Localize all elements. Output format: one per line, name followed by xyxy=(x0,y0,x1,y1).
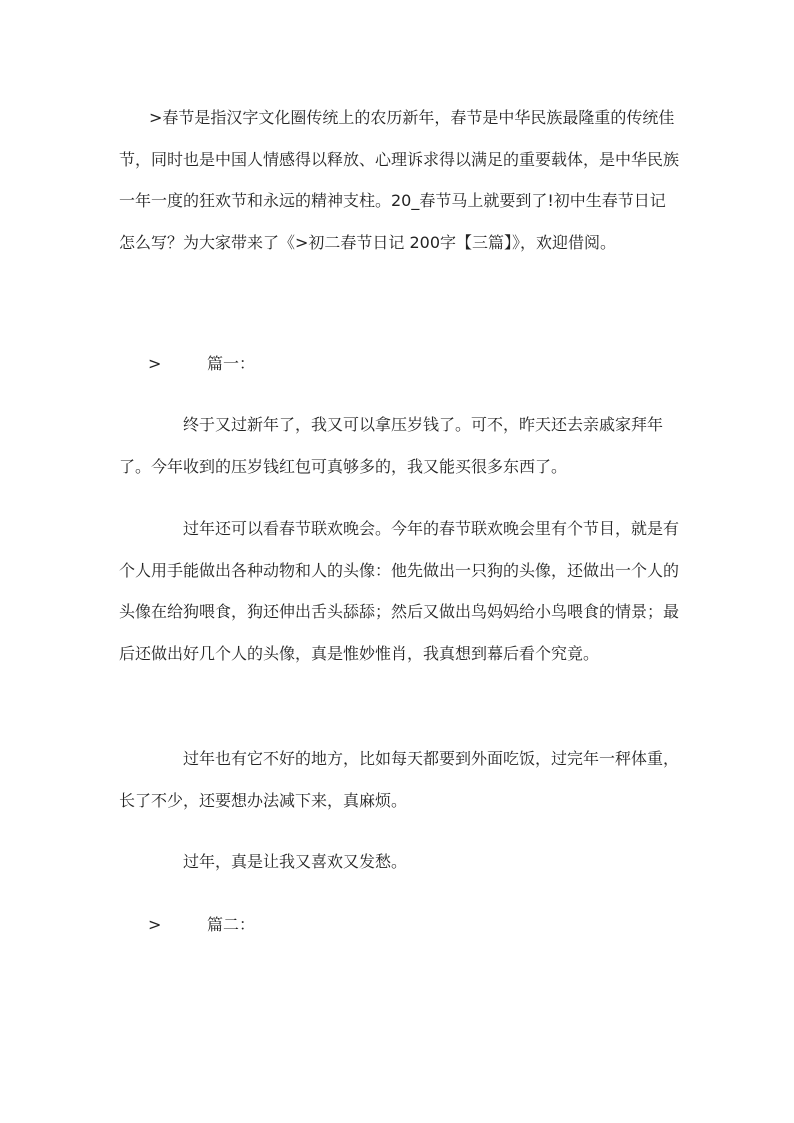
section-two-title: 篇二： xyxy=(207,915,256,934)
body-paragraph-3: 过年也有它不好的地方，比如每天都要到外面吃饭，过完年一秤体重，长了不少，还要想办法减下来，真麻烦。 xyxy=(119,749,680,810)
section-one-marker: > xyxy=(148,354,162,373)
body-paragraph-1: 终于又过新年了，我又可以拿压岁钱了。可不，昨天还去亲戚家拜年了。今年收到的压岁钱红包可真够多的，我又能买很多东西了。 xyxy=(119,415,664,476)
section-one-title: 篇一： xyxy=(207,354,256,373)
section-heading-two xyxy=(148,904,255,946)
section-two-marker: > xyxy=(148,915,162,934)
intro-paragraph: >春节是指汉字文化圈传统上的农历新年，春节是中华民族最隆重的传统佳节，同时也是中国人情感得以释放、心理诉求得以满足的重要载体，是中华民族一年一度的狂欢节和永远的精神支柱。20_春节马上就要到了!初中生春节日记怎么写？为大家带来了《>初二春节日记 200字【三篇】》，欢迎借阅。 xyxy=(119,108,680,252)
section-heading-one xyxy=(148,343,255,385)
body-paragraph-2: 过年还可以看春节联欢晚会。今年的春节联欢晚会里有个节目，就是有个人用手能做出各种动物和人的头像：他先做出一只狗的头像，还做出一个人的头像在给狗喂食，狗还伸出舌头舔舔；然后又做出鸟妈妈给小鸟喂食的情景；最后还做出好几个人的头像，真是惟妙惟肖，我真想到幕后看个究竟。 xyxy=(119,519,680,663)
body-paragraph-4: 过年，真是让我又喜欢又发愁。 xyxy=(183,852,408,871)
